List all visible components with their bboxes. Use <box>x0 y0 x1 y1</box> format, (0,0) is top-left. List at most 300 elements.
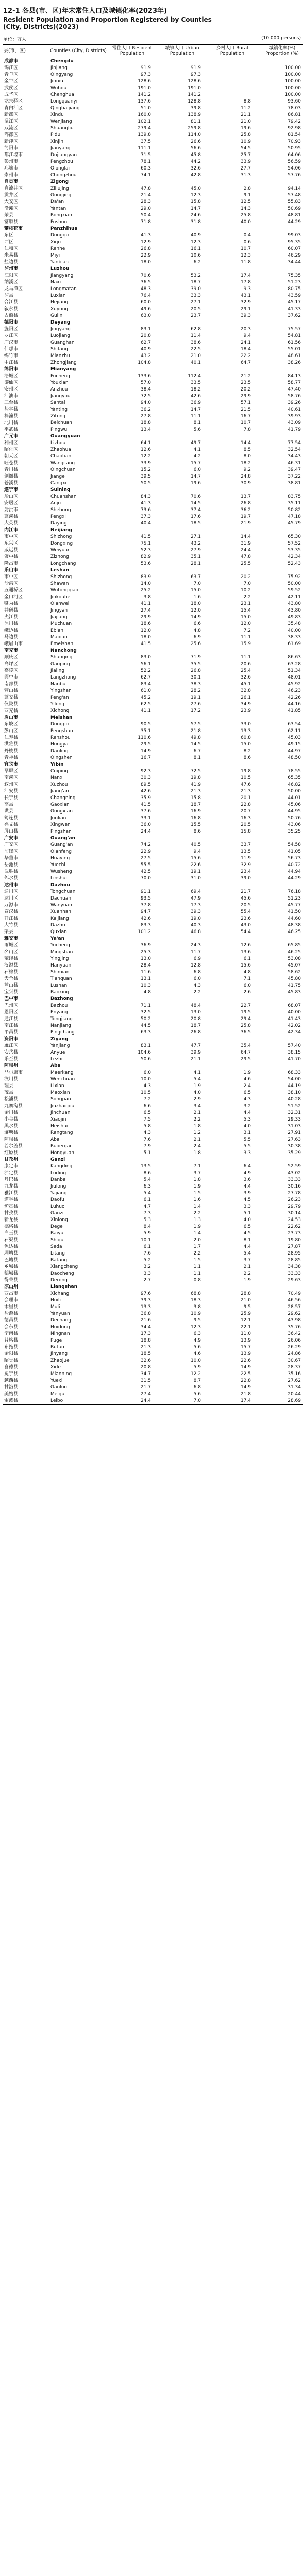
cell-v3 <box>207 78 257 85</box>
cell-v3: 4.8 <box>243 969 251 975</box>
cell-en: Yantan <box>50 206 66 211</box>
cell-name: 乐至县 <box>4 1056 19 1062</box>
cell-v4: 33.33 <box>288 1270 301 1276</box>
cell-v4: 42.34 <box>288 1029 301 1035</box>
cell-v2: 12.3 <box>190 1324 201 1330</box>
cell-name: 甘孜县 <box>4 1210 19 1216</box>
table-row <box>3 373 303 380</box>
table-row <box>3 869 303 875</box>
cell-v2: 1.1 <box>193 1264 201 1269</box>
cell-name: 壤塘县 <box>4 1130 19 1136</box>
cell-v1: 5.3 <box>143 1217 151 1223</box>
cell-name: 叙永县 <box>4 306 19 312</box>
cell-en: Anzhou <box>50 386 68 392</box>
table-row <box>3 246 303 252</box>
cell-v4: 51.23 <box>288 279 301 285</box>
cell-v1: 37.5 <box>140 139 151 144</box>
cell-v3: 7.2 <box>243 628 251 633</box>
cell-v2: 6.3 <box>193 1331 201 1336</box>
cell-v2 <box>157 996 207 1003</box>
cell-v2: 6.7 <box>193 748 201 754</box>
cell-name: 金阳县 <box>4 1351 19 1357</box>
cell-v1: 6.0 <box>143 1070 151 1075</box>
cell-v3: 10.2 <box>240 587 251 593</box>
table-row <box>3 440 303 447</box>
cell-v1: 60.3 <box>140 165 151 171</box>
cell-v2: 45.8 <box>190 152 201 158</box>
cell-v1: 24.4 <box>107 1398 157 1405</box>
table-row <box>3 1183 303 1190</box>
cell-v1: 5.8 <box>143 1123 151 1129</box>
cell-v4: 42.26 <box>288 694 301 700</box>
table-row <box>3 139 303 145</box>
cell-name: 阆中市 <box>4 674 19 680</box>
table-row <box>3 192 303 199</box>
cell-en: Emeishan <box>50 641 74 647</box>
cell-v4: 41.50 <box>288 909 301 914</box>
cell-v3: 8.8 <box>243 98 251 104</box>
cell-name: 米易县 <box>4 252 19 258</box>
cell-v3: 5.3 <box>243 1116 251 1122</box>
cell-name: 雷波县 <box>3 1398 49 1405</box>
cell-name: 盐边县 <box>4 259 19 265</box>
cell-name: 松潘县 <box>4 1096 19 1102</box>
cell-v2: 10.0 <box>190 1358 201 1363</box>
cell-v3: 20.5 <box>240 902 251 908</box>
table-row <box>3 929 303 936</box>
cell-v2: 6.2 <box>193 259 201 265</box>
cell-v3: 22.2 <box>240 353 251 359</box>
cell-v1: 50.2 <box>140 1016 151 1022</box>
cell-v2: 1.6 <box>193 594 201 600</box>
cell-v1: 2.7 <box>143 1277 151 1283</box>
table-row <box>3 279 303 286</box>
cell-v1: 37.6 <box>140 808 151 814</box>
cell-en: Yanyuan <box>50 1311 70 1316</box>
cell-name: 雅安市 <box>4 936 19 941</box>
cell-v3: 2.4 <box>243 1083 251 1089</box>
cell-name: 西充县 <box>4 708 19 714</box>
cell-v4: 49.15 <box>288 741 301 747</box>
cell-en: Cuiping <box>50 768 69 774</box>
cell-v4: 58.62 <box>288 969 301 975</box>
cell-name: 叙州区 <box>4 782 19 787</box>
cell-v3: 20.3 <box>240 326 251 332</box>
cell-v1: 84.3 <box>140 494 151 499</box>
cell-v2: 39.0 <box>190 286 201 292</box>
cell-v1: 104.6 <box>138 1049 151 1055</box>
cell-v1: 51.0 <box>140 105 151 111</box>
cell-v4: 45.92 <box>288 681 301 687</box>
table-row <box>3 1103 303 1110</box>
cell-v3: 15.0 <box>240 741 251 747</box>
cell-v1: 3.2 <box>143 1264 151 1269</box>
table-row <box>3 768 303 775</box>
cell-name: 江安县 <box>4 788 19 794</box>
cell-en: Quxian <box>50 929 67 935</box>
table-row <box>3 1150 303 1157</box>
cell-v1: 34.4 <box>140 1324 151 1330</box>
cell-v3: 21.0 <box>240 118 251 124</box>
cell-v4: 48.38 <box>288 922 301 928</box>
cell-v4: 44.95 <box>288 808 301 814</box>
cell-v3 <box>207 996 257 1003</box>
cell-name: 罗江区 <box>4 333 19 338</box>
cell-v4 <box>257 179 303 185</box>
cell-v1: 12.6 <box>140 447 151 452</box>
cell-v1: 36.0 <box>140 822 151 827</box>
table-row <box>3 574 303 581</box>
table-row <box>3 293 303 299</box>
cell-v1: 62.5 <box>140 701 151 707</box>
cell-v2: 39.3 <box>190 909 201 914</box>
cell-v1: 13.4 <box>140 427 151 432</box>
cell-v1: 42.5 <box>140 869 151 874</box>
cell-en: Qianwei <box>50 601 70 606</box>
cell-name: 青川县 <box>4 467 19 472</box>
cell-v3: 47.8 <box>240 554 251 560</box>
cell-v2: 19.6 <box>190 480 201 486</box>
cell-en: Litang <box>50 1250 65 1256</box>
cell-v3: 17.4 <box>240 273 251 278</box>
cell-v4: 28.85 <box>288 1257 301 1263</box>
cell-v4: 86.63 <box>288 654 301 660</box>
cell-en: Derong <box>50 1277 68 1283</box>
cell-en: Zigong <box>50 179 69 184</box>
cell-v3: 18.4 <box>240 346 251 352</box>
cell-name: 利州区 <box>4 440 19 446</box>
cell-v2: 40.9 <box>190 232 201 238</box>
cell-name: 凉山州 <box>4 1284 19 1290</box>
cell-v4: 78.55 <box>288 768 301 774</box>
cell-v3: 1.9 <box>243 1277 251 1283</box>
table-group-row <box>3 761 303 768</box>
cell-en: Hongyuan <box>50 1150 74 1156</box>
cell-v3: 20.2 <box>240 386 251 392</box>
cell-v4: 59.52 <box>288 587 301 593</box>
table-group-row <box>3 936 303 942</box>
cell-v3: 4.0 <box>243 1217 251 1223</box>
cell-en: Mianyang <box>50 366 76 372</box>
cell-v2 <box>157 58 207 65</box>
unit-label-en: (10 000 persons) <box>261 36 301 41</box>
cell-v3: 23.1 <box>240 601 251 606</box>
cell-en: Tongchuan <box>50 889 76 894</box>
cell-v2: 91.9 <box>190 65 201 71</box>
cell-v3: 32.6 <box>240 674 251 680</box>
cell-v2: 1.2 <box>193 1130 201 1136</box>
cell-v4: 86.81 <box>288 112 301 117</box>
cell-v3: 22.1 <box>240 1324 251 1330</box>
cell-v2: 12.0 <box>190 607 201 613</box>
cell-en: Dongpo <box>50 721 69 727</box>
cell-v1: 41.3 <box>140 500 151 506</box>
cell-v3: 1.9 <box>243 1070 251 1075</box>
cell-name: 金牛区 <box>4 78 19 84</box>
cell-v3 <box>207 527 257 534</box>
table-group-row <box>3 179 303 185</box>
cell-en: Huidong <box>50 1324 70 1330</box>
cell-v4: 29.63 <box>288 1277 301 1283</box>
cell-name: 绵竹市 <box>4 353 19 359</box>
table-row <box>3 949 303 956</box>
cell-v1: 50.5 <box>140 480 151 486</box>
cell-name: 万源市 <box>4 902 19 908</box>
table-row <box>3 1197 303 1204</box>
cell-v3: 6.0 <box>243 982 251 988</box>
cell-v4: 35.11 <box>288 500 301 506</box>
cell-name: 江油市 <box>4 393 19 399</box>
cell-en: Luojiang <box>50 333 70 338</box>
cell-v1: 29.9 <box>140 614 151 620</box>
cell-v4: 40.72 <box>288 862 301 868</box>
cell-en: Ningnan <box>50 1331 70 1336</box>
cell-v2 <box>157 936 207 942</box>
cell-v4: 39.93 <box>288 413 301 419</box>
cell-en: Luxian <box>50 293 66 298</box>
cell-v4: 70.49 <box>288 1291 301 1296</box>
cell-v2: 16.1 <box>190 246 201 251</box>
cell-en: Dazhou <box>50 882 70 888</box>
cell-en: Muchuan <box>50 621 72 626</box>
cell-v4: 37.62 <box>288 313 301 318</box>
cell-v4 <box>257 761 303 768</box>
cell-v2: 128.8 <box>188 98 201 104</box>
cell-name: 西区 <box>4 239 14 245</box>
cell-v4: 100.00 <box>284 85 301 91</box>
cell-v1 <box>107 715 157 721</box>
cell-v2: 24.3 <box>190 942 201 948</box>
cell-name: 阿坝州 <box>4 1063 19 1069</box>
table-row <box>3 98 303 105</box>
cell-v3: 18.2 <box>240 460 251 466</box>
table-row <box>3 239 303 246</box>
cell-v4: 41.75 <box>288 982 301 988</box>
cell-en: Daocheng <box>50 1270 74 1276</box>
cell-v1: 32.6 <box>140 1358 151 1363</box>
cell-en: Longmatan <box>50 286 77 292</box>
cell-v3: 43.1 <box>240 293 251 298</box>
cell-name: 越西县 <box>4 1378 19 1383</box>
cell-name: 仪陇县 <box>4 701 19 707</box>
cell-name: 广汉市 <box>4 340 19 345</box>
cell-name: 会理市 <box>4 1297 19 1303</box>
table-row <box>3 1177 303 1183</box>
table-row <box>3 976 303 982</box>
table-row <box>3 741 303 748</box>
cell-v3: 0.4 <box>243 232 251 238</box>
cell-v2: 1.1 <box>193 1270 201 1276</box>
cell-v1: 17.3 <box>140 1331 151 1336</box>
cell-en: Shiqu <box>50 1237 64 1243</box>
cell-name: 大竹县 <box>4 922 19 928</box>
cell-v4: 53.08 <box>288 956 301 961</box>
cell-name: 渠县 <box>4 929 14 935</box>
cell-v1: 5.1 <box>143 1150 151 1156</box>
table-row <box>3 782 303 788</box>
cell-v4: 38.81 <box>288 480 301 486</box>
cell-v4: 23.73 <box>288 1230 301 1236</box>
table-group-row <box>3 266 303 273</box>
cell-en: Seda <box>50 1244 62 1249</box>
cell-name: 威远县 <box>4 547 19 553</box>
page-subtitle-2: (City, Districts)(2023) <box>3 23 79 30</box>
cell-v4: 48.61 <box>288 353 301 359</box>
cell-v1: 160.0 <box>138 112 151 117</box>
cell-name: 龙泉驿区 <box>4 98 23 104</box>
cell-en: Xichong <box>50 708 70 714</box>
cell-v2: 37.4 <box>190 507 201 513</box>
cell-v3: 13.3 <box>240 728 251 734</box>
cell-v4: 31.03 <box>288 1123 301 1129</box>
cell-v1: 7.9 <box>143 1143 151 1149</box>
table-row <box>3 1210 303 1217</box>
cell-v1 <box>107 433 157 440</box>
cell-v2 <box>157 266 207 273</box>
table-row <box>3 909 303 916</box>
cell-en: Nanbu <box>50 681 66 687</box>
cell-v4: 52.43 <box>288 561 301 566</box>
cell-name: 高坪区 <box>4 661 19 667</box>
cell-en: Mianzhu <box>50 353 70 359</box>
cell-v4: 93.60 <box>288 98 301 104</box>
cell-v2: 10.9 <box>190 1311 201 1316</box>
cell-v2: 22.5 <box>190 346 201 352</box>
cell-v3: 15.9 <box>240 641 251 647</box>
cell-en: Chaotian <box>50 453 72 459</box>
cell-v4: 24.53 <box>288 1217 301 1223</box>
cell-v4: 47.18 <box>288 514 301 519</box>
table-row <box>3 634 303 641</box>
cell-v2: 44.2 <box>190 159 201 164</box>
cell-v1: 37.8 <box>140 902 151 908</box>
cell-v4: 46.25 <box>288 949 301 955</box>
cell-v1: 78.1 <box>140 159 151 164</box>
cell-v2: 5.6 <box>193 1344 201 1350</box>
cell-v3: 11.0 <box>240 1331 251 1336</box>
cell-en: Xiaojin <box>50 1116 66 1122</box>
cell-name: 绵阳市 <box>4 366 19 372</box>
cell-name: 旌阳区 <box>4 326 19 332</box>
cell-en: Kangding <box>50 1163 73 1169</box>
cell-v1: 7.2 <box>143 1096 151 1102</box>
cell-v4: 55.83 <box>288 199 301 205</box>
table-row <box>3 1016 303 1023</box>
cell-v3: 2.2 <box>243 594 251 600</box>
cell-v1: 14.9 <box>140 748 151 754</box>
cell-v2: 12.8 <box>190 962 201 968</box>
cell-en: Qingchuan <box>50 467 76 472</box>
cell-v1: 15.2 <box>140 467 151 472</box>
cell-v3: 10.5 <box>240 775 251 781</box>
cell-v3: 45.6 <box>240 895 251 901</box>
cell-en: Guangyuan <box>50 433 80 439</box>
cell-v2: 1.7 <box>193 1244 201 1249</box>
cell-v4: 50.95 <box>288 145 301 151</box>
cell-name: 简阳市 <box>4 145 19 151</box>
cell-v3: 17.4 <box>207 1398 257 1405</box>
cell-v4: 28.95 <box>288 1250 301 1256</box>
cell-v3: 21.7 <box>240 889 251 894</box>
cell-v2: 9.4 <box>193 849 201 854</box>
cell-name: 得荣县 <box>4 1277 19 1283</box>
cell-name: 东区 <box>4 232 14 238</box>
cell-en: Mabian <box>50 634 68 640</box>
table-row <box>3 614 303 621</box>
cell-v4: 35.48 <box>288 621 301 626</box>
cell-v2: 14.7 <box>190 406 201 412</box>
cell-v2: 47.7 <box>190 1043 201 1048</box>
table-row <box>3 125 303 132</box>
cell-en: Yanjiang <box>50 1043 70 1048</box>
cell-v2: 8.7 <box>193 1378 201 1383</box>
cell-en: Jialing <box>50 668 65 673</box>
table-row <box>3 688 303 694</box>
cell-name: 理县 <box>4 1083 14 1089</box>
cell-v1: 28.3 <box>140 199 151 205</box>
cell-v4 <box>257 1284 303 1291</box>
cell-v2: 4.9 <box>193 1337 201 1343</box>
table-row <box>3 360 303 366</box>
cell-name: 武侯区 <box>4 85 19 91</box>
cell-v2: 97.3 <box>190 72 201 77</box>
cell-name: 市中区 <box>4 534 19 539</box>
cell-name: 蓬溪县 <box>4 514 19 519</box>
cell-en: Zizhong <box>50 554 70 560</box>
cell-v3: 22.8 <box>240 802 251 807</box>
cell-v3: 24.1 <box>240 340 251 345</box>
table-row <box>3 85 303 92</box>
cell-name: 青神县 <box>4 755 19 760</box>
cell-v2: 38.6 <box>190 340 201 345</box>
cell-en: Danling <box>50 748 69 754</box>
cell-v1: 18.8 <box>140 1337 151 1343</box>
cell-v2: 41.9 <box>190 782 201 787</box>
cell-v4: 100.00 <box>284 72 301 77</box>
cell-en: Meishan <box>50 715 73 720</box>
cell-name: 自流井区 <box>4 185 23 191</box>
cell-v1: 52.2 <box>140 668 151 673</box>
cell-v1: 137.6 <box>138 98 151 104</box>
cell-v1: 31.5 <box>140 1378 151 1383</box>
cell-v1: 25.2 <box>140 587 151 593</box>
table-row <box>3 259 303 266</box>
cell-v4: 43.06 <box>288 822 301 827</box>
cell-name: 茂县 <box>4 1090 14 1095</box>
cell-en: Puge <box>50 1337 62 1343</box>
cell-name: 泸县 <box>4 293 14 298</box>
cell-en: Lushan <box>50 982 68 988</box>
cell-v4: 48.01 <box>288 674 301 680</box>
cell-v4: 40.28 <box>288 1096 301 1102</box>
cell-name: 黑水县 <box>4 1123 19 1129</box>
cell-v2 <box>157 527 207 534</box>
cell-v4: 42.34 <box>288 554 301 560</box>
table-row <box>3 808 303 815</box>
cell-en: Ganzi <box>50 1157 65 1162</box>
cell-v3: 2.2 <box>243 1270 251 1276</box>
table-row <box>3 788 303 795</box>
table-row <box>3 1304 303 1311</box>
cell-v2: 36.9 <box>190 400 201 405</box>
cell-v4: 54.58 <box>288 842 301 848</box>
cell-en: Qionglai <box>50 165 70 171</box>
cell-v2: 26.8 <box>190 668 201 673</box>
cell-v4 <box>257 882 303 889</box>
cell-v4: 41.43 <box>288 1016 301 1022</box>
table-row <box>3 65 303 72</box>
table-row <box>3 252 303 259</box>
